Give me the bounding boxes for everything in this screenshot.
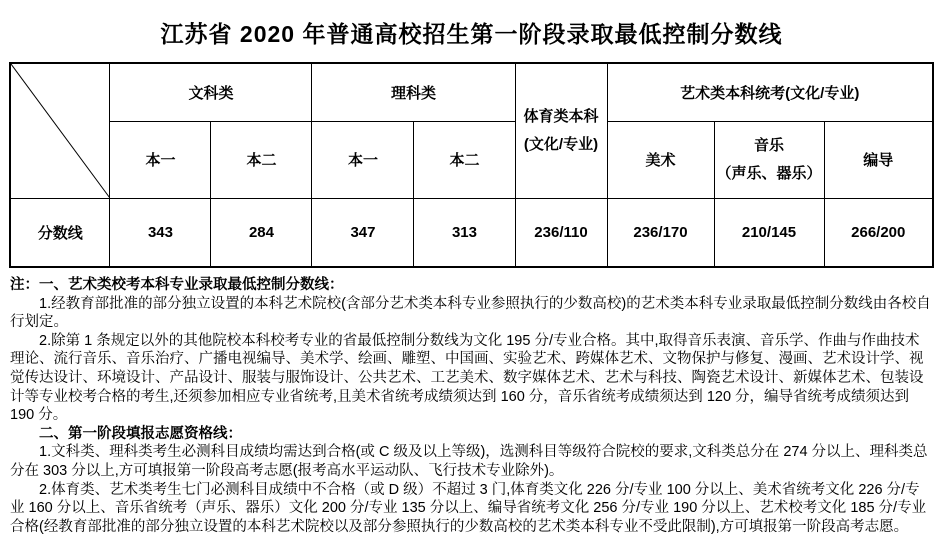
notes-section: [10, 276, 933, 536]
header-tiyu: [515, 63, 607, 198]
subheader-wenke-ben1: 本一: [110, 121, 211, 198]
score-biandao: 266/200: [824, 198, 933, 267]
table-corner-cell: [10, 63, 110, 198]
subheader-wenke-ben2: 本二: [211, 121, 312, 198]
subheader-like-ben1: 本一: [312, 121, 414, 198]
note-section2-heading: 二、第一阶段填报志愿资格线：: [39, 425, 242, 442]
row-label-fenshuxian: 分数线: [10, 198, 110, 267]
page-title: 江苏省 2020 年普通高校招生第一阶段录取最低控制分数线: [160, 21, 783, 47]
note-section2-item1: 1.文科类、理科类考生必测科目成绩均需达到合格(或 C 级及以上等级)，选测科目等级符合院校的要求,文科类总分在 274 分以上、理科类总分在 303 分以上,方可填报第一阶段高考志愿(报考高水平运动队、飞行技术专业除外)。: [10, 444, 928, 479]
score-tiyu: 236/110: [515, 198, 607, 267]
header-tiyu-line1: 体育类本科: [523, 108, 599, 125]
subheader-biandao: 编导: [824, 121, 933, 198]
header-wenke: 文科类: [110, 63, 312, 121]
score-yinyue: 210/145: [714, 198, 824, 267]
score-like-ben2: 313: [414, 198, 515, 267]
subheader-yinyue-line2: （声乐、器乐）: [716, 164, 822, 182]
subheader-yinyue: [714, 121, 824, 198]
header-tiyu-line2: (文化/专业): [523, 135, 599, 153]
score-meishu: 236/170: [607, 198, 714, 267]
note-section1-item1: 1.经教育部批准的部分独立设置的本科艺术院校(含部分艺术类本科专业参照执行的少数高校)的艺术类本科专业录取最低控制分数线由各校自行划定。: [10, 295, 931, 331]
header-yishu: 艺术类本科统考(文化/专业): [607, 63, 933, 121]
score-wenke-ben1: 343: [110, 198, 211, 267]
diagonal-divider-icon: [11, 64, 110, 198]
note-section1-heading: 注：一、艺术类校考本科专业录取最低控制分数线：: [10, 277, 344, 293]
subheader-like-ben2: 本二: [414, 121, 515, 198]
score-table: [9, 62, 934, 268]
note-section1-item2: 2.除第 1 条规定以外的其他院校本科校考专业的省最低控制分数线为文化 195 分/专业合格。其中,取得音乐表演、音乐学、作曲与作曲技术理论、流行音乐、音乐治疗、广播电视编导、美术学、绘画、雕塑、中国画、实验艺术、跨媒体艺术、文物保护与修复、漫画、艺术设计学、视觉传达设计、环境设计、产品设计、服装与服饰设计、公共艺术、工艺美术、数字媒体艺术、艺术与科技、陶瓷艺术设计、新媒体艺术、包装设计等专业校考合格的考生,还须参加相应专业省统考,且美术省统考成绩须达到 160 分，音乐省统考成绩须达到 120 分，编导省统考成绩须达到 190 分。: [10, 332, 924, 424]
subheader-yinyue-line1: 音乐: [753, 136, 784, 154]
score-wenke-ben2: 284: [211, 198, 312, 267]
subheader-meishu: 美术: [607, 121, 714, 198]
note-section2-item2: 2.体育类、艺术类考生七门必测科目成绩中不合格（或 D 级）不超过 3 门,体育类文化 226 分/专业 100 分以上、美术省统考文化 226 分/专业 160 分以上、音乐省统考（声乐、器乐）文化 200 分/专业 135 分以上、编导省统考文化 256 分/专业 190 分以上、艺术校考文化 185 分/专业合格(经教育部批准的部分独立设置的本科艺术院校以及部分参照执行的少数高校的艺术类本科专业不受此限制),方可填报第一阶段高考志愿。: [10, 481, 927, 535]
header-like: 理科类: [312, 63, 515, 121]
score-like-ben1: 347: [312, 198, 414, 267]
